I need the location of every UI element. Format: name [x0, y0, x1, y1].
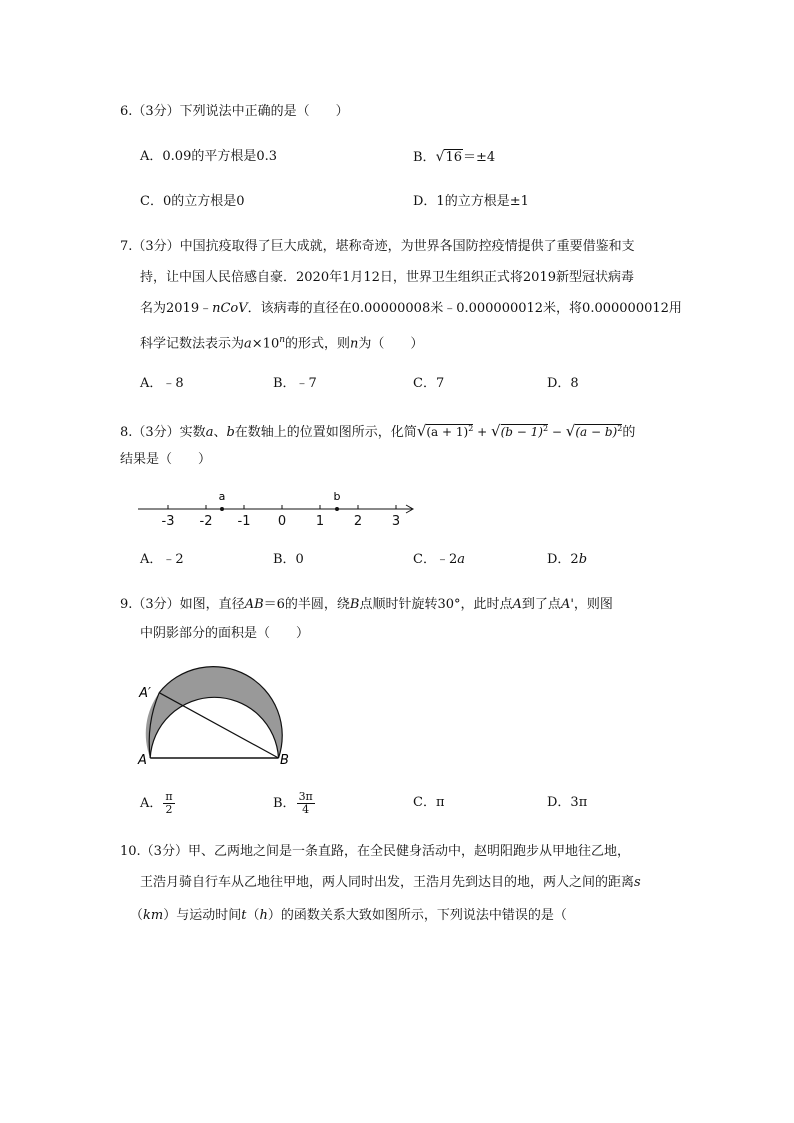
- point-b: [335, 507, 339, 511]
- tick-label: 0: [277, 514, 287, 529]
- point-a-label: a: [218, 490, 226, 503]
- tick-label: 3: [391, 514, 401, 529]
- q7-line-4: 科学记数法表示为$a\times 10^n$的形式，则n为（ ）: [140, 335, 424, 352]
- q8-option-d: D．2b: [547, 552, 588, 567]
- q10-line-1: 10.（3分）甲、乙两地之间是一条直路，在全民健身活动中，赵明阳跑步从甲地往乙地，: [120, 844, 630, 859]
- q9-option-a: A． $\frac{\pi}{2}$: [140, 790, 173, 816]
- q7-option-c: C．7: [413, 376, 445, 391]
- q7-option-a: A．﹣8: [140, 376, 184, 391]
- q8-expression: $√(a + 1)^2 + √(b - 1)^2 - √(a - b)^2$: [416, 422, 623, 440]
- label-b: B: [280, 753, 289, 768]
- label-a-prime: A′: [139, 686, 151, 701]
- point-a: [220, 507, 224, 511]
- q8-line-2: 结果是（ ）: [120, 452, 212, 467]
- tick-label: 1: [315, 514, 325, 529]
- tick-label: -2: [199, 514, 213, 529]
- q6-option-a: A．0.09的平方根是0.3: [140, 149, 278, 164]
- q8-option-b: B．0: [273, 552, 304, 567]
- q9-option-d: D．3π: [547, 795, 588, 810]
- label-a: A: [138, 753, 147, 768]
- tick-label: -3: [161, 514, 175, 529]
- tick-label: -1: [237, 514, 251, 529]
- q6-option-b: B．√16＝±4: [413, 149, 496, 165]
- point-b-label: b: [333, 490, 341, 503]
- q9-option-b: B． $\frac{3\pi}{4}$: [273, 790, 313, 816]
- number-line-figure: [130, 485, 430, 530]
- q10-line-3: （km）与运动时间t（h）的函数关系大致如图所示，下列说法中错误的是（: [130, 908, 567, 923]
- q10-line-2: 王浩月骑自行车从乙地往甲地，两人同时出发，王浩月先到达目的地，两人之间的距离s: [140, 875, 641, 890]
- q7-option-d: D．8: [547, 376, 579, 391]
- number-line-ticks: [168, 505, 396, 509]
- q8-option-c: C．﹣2a: [413, 552, 465, 567]
- q6-option-d: D．1的立方根是±1: [413, 194, 529, 209]
- q9-line-2: 中阴影部分的面积是（ ）: [140, 626, 310, 641]
- q6-stem: 6.（3分）下列说法中正确的是（ ）: [120, 104, 349, 119]
- q7-line-2: 持，让中国人民倍感自豪．2020年1月12日，世界卫生组织正式将2019新型冠状病毒: [140, 270, 634, 285]
- q6-option-c: C．0的立方根是0: [140, 194, 245, 209]
- q7-option-b: B．﹣7: [273, 376, 317, 391]
- tick-label: 2: [353, 514, 363, 529]
- q9-option-c: C．π: [413, 795, 445, 810]
- q7-line-3: 名为2019﹣nCoV．该病毒的直径在0.00000008米﹣0.000000012米，将0.000000012用: [140, 301, 682, 316]
- q8-line-1: 8.（3分）实数a、b在数轴上的位置如图所示，化简$√(a + 1)^2 + √(b - 1)^2 - √(a - b)^2$的: [120, 422, 636, 440]
- semicircle-figure: [130, 655, 305, 775]
- q7-line-1: 7.（3分）中国抗疫取得了巨大成就，堪称奇迹，为世界各国防控疫情提供了重要借鉴和支: [120, 239, 635, 254]
- q9-line-1: 9.（3分）如图，直径AB＝6的半圆，绕B点顺时针旋转30°，此时点A到了点A'，则图: [120, 597, 613, 612]
- q8-option-a: A．﹣2: [140, 552, 184, 567]
